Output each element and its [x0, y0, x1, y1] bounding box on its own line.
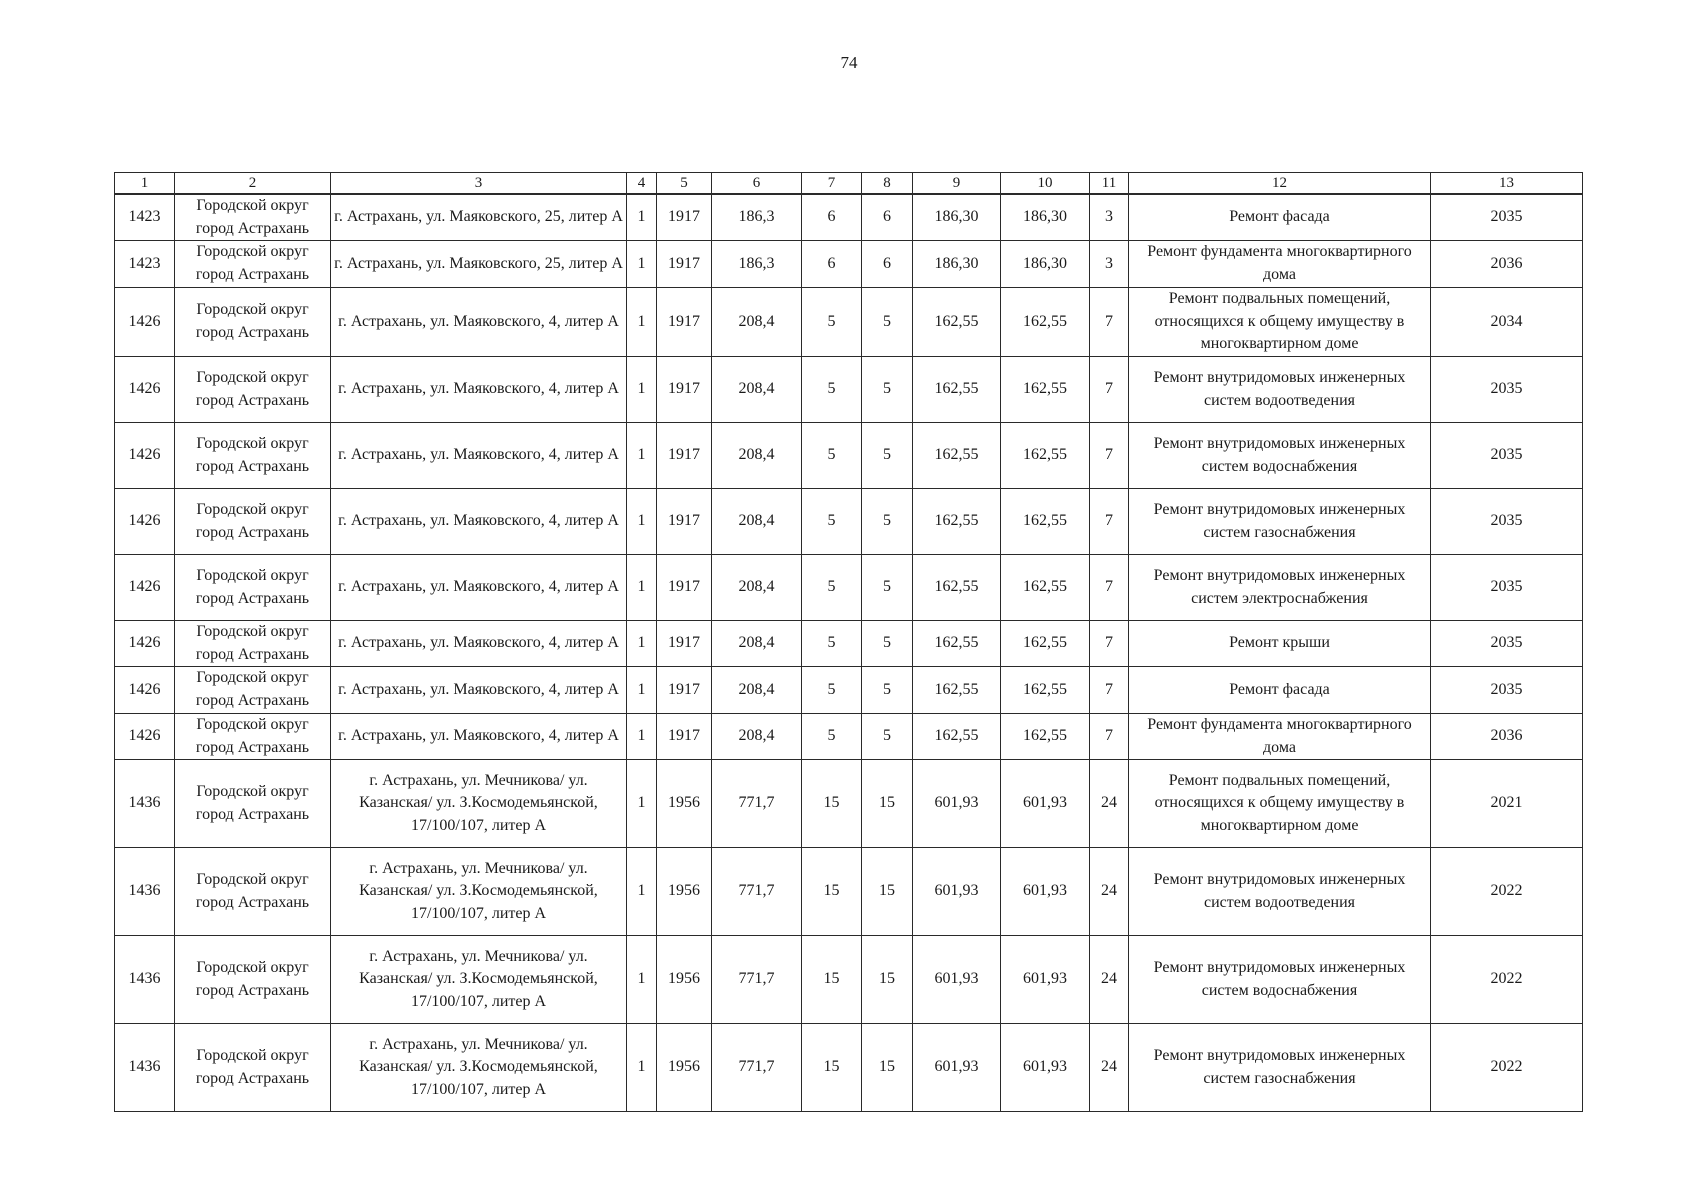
cell-id: 1426 — [115, 667, 175, 713]
cell-address: г. Астрахань, ул. Маяковского, 4, литер А — [331, 621, 627, 667]
cell-address: г. Астрахань, ул. Маяковского, 4, литер А — [331, 713, 627, 759]
cell-col-4: 1 — [627, 713, 657, 759]
cell-col-9: 186,30 — [913, 194, 1001, 241]
page-number: 74 — [840, 53, 858, 72]
cell-municipality: Городской округ город Астрахань — [175, 713, 331, 759]
cell-plan-year: 2035 — [1431, 489, 1583, 555]
cell-col-8: 5 — [862, 357, 913, 423]
cell-col-11: 7 — [1090, 287, 1129, 356]
cell-address: г. Астрахань, ул. Мечникова/ ул. Казанская/ ул. З.Космодемьянской, 17/100/107, литер А — [331, 936, 627, 1024]
cell-work-type: Ремонт внутридомовых инженерных систем газоснабжения — [1129, 1024, 1431, 1112]
cell-col-9: 162,55 — [913, 287, 1001, 356]
cell-col-9: 601,93 — [913, 1024, 1001, 1112]
cell-col-4: 1 — [627, 423, 657, 489]
column-header: 8 — [862, 173, 913, 195]
cell-address: г. Астрахань, ул. Маяковского, 4, литер А — [331, 357, 627, 423]
cell-plan-year: 2022 — [1431, 936, 1583, 1024]
cell-col-11: 7 — [1090, 555, 1129, 621]
cell-col-11: 24 — [1090, 936, 1129, 1024]
cell-col-11: 3 — [1090, 194, 1129, 241]
cell-col-10: 601,93 — [1001, 936, 1090, 1024]
cell-id: 1423 — [115, 194, 175, 241]
cell-col-7: 5 — [802, 555, 862, 621]
table-body — [115, 194, 1583, 1112]
cell-col-4: 1 — [627, 1024, 657, 1112]
cell-col-9: 162,55 — [913, 489, 1001, 555]
cell-municipality: Городской округ город Астрахань — [175, 287, 331, 356]
column-header: 12 — [1129, 173, 1431, 195]
cell-plan-year: 2021 — [1431, 760, 1583, 848]
cell-col-9: 601,93 — [913, 760, 1001, 848]
cell-col-8: 15 — [862, 936, 913, 1024]
table-row — [115, 357, 1583, 423]
cell-col-9: 601,93 — [913, 848, 1001, 936]
cell-col-8: 5 — [862, 287, 913, 356]
cell-work-type: Ремонт подвальных помещений, относящихся к общему имуществу в многоквартирном доме — [1129, 760, 1431, 848]
cell-col-11: 7 — [1090, 713, 1129, 759]
table-row — [115, 713, 1583, 759]
cell-col-9: 162,55 — [913, 555, 1001, 621]
cell-col-6: 771,7 — [712, 760, 802, 848]
cell-id: 1426 — [115, 357, 175, 423]
cell-col-9: 162,55 — [913, 667, 1001, 713]
cell-address: г. Астрахань, ул. Маяковского, 4, литер А — [331, 287, 627, 356]
cell-work-type: Ремонт внутридомовых инженерных систем электроснабжения — [1129, 555, 1431, 621]
cell-municipality: Городской округ город Астрахань — [175, 555, 331, 621]
cell-col-6: 208,4 — [712, 423, 802, 489]
cell-col-6: 208,4 — [712, 489, 802, 555]
cell-work-type: Ремонт фасада — [1129, 194, 1431, 241]
cell-col-11: 7 — [1090, 357, 1129, 423]
cell-address: г. Астрахань, ул. Маяковского, 4, литер А — [331, 555, 627, 621]
cell-col-10: 601,93 — [1001, 848, 1090, 936]
column-header: 1 — [115, 173, 175, 195]
table-row — [115, 555, 1583, 621]
cell-year: 1956 — [657, 1024, 712, 1112]
cell-municipality: Городской округ город Астрахань — [175, 489, 331, 555]
cell-plan-year: 2035 — [1431, 621, 1583, 667]
cell-address: г. Астрахань, ул. Мечникова/ ул. Казанская/ ул. З.Космодемьянской, 17/100/107, литер А — [331, 1024, 627, 1112]
table-row — [115, 194, 1583, 241]
cell-work-type: Ремонт крыши — [1129, 621, 1431, 667]
cell-id: 1436 — [115, 1024, 175, 1112]
cell-year: 1917 — [657, 621, 712, 667]
cell-plan-year: 2022 — [1431, 848, 1583, 936]
cell-municipality: Городской округ город Астрахань — [175, 760, 331, 848]
cell-col-8: 6 — [862, 194, 913, 241]
cell-col-8: 5 — [862, 555, 913, 621]
cell-col-9: 601,93 — [913, 936, 1001, 1024]
cell-plan-year: 2035 — [1431, 194, 1583, 241]
cell-year: 1917 — [657, 489, 712, 555]
cell-work-type: Ремонт внутридомовых инженерных систем водоотведения — [1129, 848, 1431, 936]
table-row — [115, 489, 1583, 555]
cell-col-7: 15 — [802, 1024, 862, 1112]
cell-col-11: 24 — [1090, 1024, 1129, 1112]
cell-col-7: 6 — [802, 194, 862, 241]
cell-col-7: 5 — [802, 621, 862, 667]
column-header: 9 — [913, 173, 1001, 195]
cell-address: г. Астрахань, ул. Мечникова/ ул. Казанская/ ул. З.Космодемьянской, 17/100/107, литер А — [331, 760, 627, 848]
column-header: 13 — [1431, 173, 1583, 195]
column-header: 11 — [1090, 173, 1129, 195]
cell-col-7: 15 — [802, 936, 862, 1024]
cell-year: 1917 — [657, 287, 712, 356]
cell-work-type: Ремонт фундамента многоквартирного дома — [1129, 713, 1431, 759]
cell-id: 1426 — [115, 287, 175, 356]
cell-col-4: 1 — [627, 287, 657, 356]
table-row — [115, 760, 1583, 848]
cell-col-9: 162,55 — [913, 423, 1001, 489]
cell-col-7: 5 — [802, 713, 862, 759]
cell-col-9: 186,30 — [913, 241, 1001, 287]
cell-col-4: 1 — [627, 667, 657, 713]
cell-col-8: 15 — [862, 1024, 913, 1112]
cell-col-8: 15 — [862, 760, 913, 848]
cell-work-type: Ремонт внутридомовых инженерных систем газоснабжения — [1129, 489, 1431, 555]
cell-col-8: 5 — [862, 489, 913, 555]
table-row — [115, 241, 1583, 287]
cell-plan-year: 2036 — [1431, 241, 1583, 287]
cell-col-10: 162,55 — [1001, 555, 1090, 621]
cell-col-6: 771,7 — [712, 936, 802, 1024]
cell-col-9: 162,55 — [913, 357, 1001, 423]
cell-col-8: 15 — [862, 848, 913, 936]
cell-col-11: 24 — [1090, 848, 1129, 936]
cell-year: 1956 — [657, 760, 712, 848]
cell-col-6: 771,7 — [712, 848, 802, 936]
table-row — [115, 936, 1583, 1024]
cell-address: г. Астрахань, ул. Маяковского, 4, литер А — [331, 423, 627, 489]
cell-address: г. Астрахань, ул. Маяковского, 4, литер А — [331, 489, 627, 555]
cell-col-4: 1 — [627, 241, 657, 287]
capital-repair-table — [114, 172, 1583, 1112]
cell-id: 1436 — [115, 760, 175, 848]
cell-col-8: 5 — [862, 713, 913, 759]
cell-col-7: 5 — [802, 287, 862, 356]
table-row — [115, 667, 1583, 713]
cell-col-11: 7 — [1090, 621, 1129, 667]
cell-plan-year: 2022 — [1431, 1024, 1583, 1112]
cell-col-4: 1 — [627, 936, 657, 1024]
cell-plan-year: 2035 — [1431, 667, 1583, 713]
cell-year: 1917 — [657, 423, 712, 489]
cell-address: г. Астрахань, ул. Маяковского, 25, литер А — [331, 194, 627, 241]
cell-work-type: Ремонт фасада — [1129, 667, 1431, 713]
table-row — [115, 621, 1583, 667]
cell-col-7: 5 — [802, 423, 862, 489]
cell-col-4: 1 — [627, 621, 657, 667]
cell-col-10: 186,30 — [1001, 241, 1090, 287]
cell-id: 1436 — [115, 936, 175, 1024]
cell-work-type: Ремонт внутридомовых инженерных систем водоснабжения — [1129, 936, 1431, 1024]
column-header: 4 — [627, 173, 657, 195]
cell-id: 1423 — [115, 241, 175, 287]
cell-col-4: 1 — [627, 760, 657, 848]
cell-col-4: 1 — [627, 194, 657, 241]
cell-col-11: 24 — [1090, 760, 1129, 848]
cell-id: 1426 — [115, 621, 175, 667]
cell-address: г. Астрахань, ул. Маяковского, 4, литер А — [331, 667, 627, 713]
table-row — [115, 848, 1583, 936]
cell-col-6: 186,3 — [712, 194, 802, 241]
cell-col-10: 162,55 — [1001, 713, 1090, 759]
cell-col-9: 162,55 — [913, 713, 1001, 759]
cell-id: 1426 — [115, 489, 175, 555]
cell-municipality: Городской округ город Астрахань — [175, 667, 331, 713]
cell-plan-year: 2035 — [1431, 423, 1583, 489]
cell-col-10: 601,93 — [1001, 1024, 1090, 1112]
cell-col-11: 7 — [1090, 489, 1129, 555]
cell-col-7: 6 — [802, 241, 862, 287]
cell-work-type: Ремонт внутридомовых инженерных систем водоснабжения — [1129, 423, 1431, 489]
cell-municipality: Городской округ город Астрахань — [175, 423, 331, 489]
cell-col-10: 162,55 — [1001, 357, 1090, 423]
table-row — [115, 287, 1583, 356]
cell-year: 1917 — [657, 667, 712, 713]
cell-municipality: Городской округ город Астрахань — [175, 848, 331, 936]
cell-id: 1426 — [115, 555, 175, 621]
cell-col-9: 162,55 — [913, 621, 1001, 667]
cell-id: 1426 — [115, 423, 175, 489]
cell-id: 1436 — [115, 848, 175, 936]
cell-work-type: Ремонт подвальных помещений, относящихся к общему имуществу в многоквартирном доме — [1129, 287, 1431, 356]
cell-col-6: 208,4 — [712, 713, 802, 759]
column-header: 10 — [1001, 173, 1090, 195]
column-header: 3 — [331, 173, 627, 195]
cell-col-7: 15 — [802, 848, 862, 936]
cell-col-10: 162,55 — [1001, 667, 1090, 713]
cell-work-type: Ремонт фундамента многоквартирного дома — [1129, 241, 1431, 287]
cell-col-10: 186,30 — [1001, 194, 1090, 241]
cell-col-4: 1 — [627, 489, 657, 555]
cell-col-7: 15 — [802, 760, 862, 848]
column-header: 2 — [175, 173, 331, 195]
cell-municipality: Городской округ город Астрахань — [175, 621, 331, 667]
cell-col-8: 6 — [862, 241, 913, 287]
cell-col-10: 162,55 — [1001, 621, 1090, 667]
table-row — [115, 423, 1583, 489]
cell-plan-year: 2035 — [1431, 357, 1583, 423]
cell-year: 1917 — [657, 555, 712, 621]
cell-col-4: 1 — [627, 848, 657, 936]
cell-municipality: Городской округ город Астрахань — [175, 194, 331, 241]
cell-col-10: 162,55 — [1001, 287, 1090, 356]
cell-col-10: 162,55 — [1001, 423, 1090, 489]
cell-col-8: 5 — [862, 667, 913, 713]
cell-work-type: Ремонт внутридомовых инженерных систем водоотведения — [1129, 357, 1431, 423]
cell-year: 1956 — [657, 936, 712, 1024]
cell-col-10: 601,93 — [1001, 760, 1090, 848]
cell-col-6: 208,4 — [712, 621, 802, 667]
cell-col-6: 186,3 — [712, 241, 802, 287]
column-header: 7 — [802, 173, 862, 195]
cell-year: 1917 — [657, 713, 712, 759]
cell-year: 1917 — [657, 357, 712, 423]
cell-address: г. Астрахань, ул. Маяковского, 25, литер А — [331, 241, 627, 287]
column-number-row — [115, 173, 1583, 195]
cell-col-6: 208,4 — [712, 287, 802, 356]
cell-col-8: 5 — [862, 423, 913, 489]
cell-col-10: 162,55 — [1001, 489, 1090, 555]
cell-address: г. Астрахань, ул. Мечникова/ ул. Казанская/ ул. З.Космодемьянской, 17/100/107, литер А — [331, 848, 627, 936]
cell-col-6: 771,7 — [712, 1024, 802, 1112]
cell-col-8: 5 — [862, 621, 913, 667]
cell-plan-year: 2035 — [1431, 555, 1583, 621]
cell-municipality: Городской округ город Астрахань — [175, 936, 331, 1024]
column-header: 5 — [657, 173, 712, 195]
cell-col-6: 208,4 — [712, 667, 802, 713]
cell-col-7: 5 — [802, 489, 862, 555]
cell-plan-year: 2034 — [1431, 287, 1583, 356]
cell-col-7: 5 — [802, 667, 862, 713]
cell-municipality: Городской округ город Астрахань — [175, 241, 331, 287]
cell-id: 1426 — [115, 713, 175, 759]
cell-plan-year: 2036 — [1431, 713, 1583, 759]
cell-municipality: Городской округ город Астрахань — [175, 1024, 331, 1112]
cell-col-6: 208,4 — [712, 357, 802, 423]
cell-year: 1917 — [657, 241, 712, 287]
column-header: 6 — [712, 173, 802, 195]
cell-year: 1956 — [657, 848, 712, 936]
cell-col-4: 1 — [627, 357, 657, 423]
cell-col-11: 3 — [1090, 241, 1129, 287]
cell-col-11: 7 — [1090, 423, 1129, 489]
cell-col-11: 7 — [1090, 667, 1129, 713]
table-row — [115, 1024, 1583, 1112]
cell-col-7: 5 — [802, 357, 862, 423]
cell-year: 1917 — [657, 194, 712, 241]
cell-municipality: Городской округ город Астрахань — [175, 357, 331, 423]
cell-col-6: 208,4 — [712, 555, 802, 621]
cell-col-4: 1 — [627, 555, 657, 621]
